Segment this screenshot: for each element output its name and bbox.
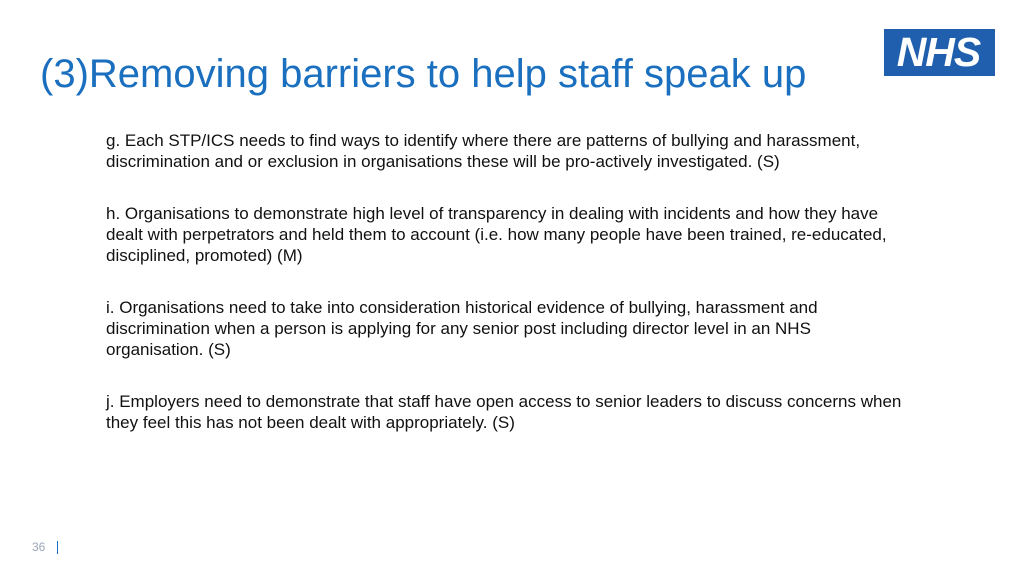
page-number: 36 <box>32 540 46 554</box>
paragraph-g: g. Each STP/ICS needs to find ways to identify where there are patterns of bullying and harassment, discrimination and or exclusion in organisations these will be pro-actively investigated. (S) <box>106 131 861 171</box>
footer-divider <box>57 541 58 554</box>
paragraph-i: i. Organisations need to take into consideration historical evidence of bullying, harassment and discrimination when a person is applying for any senior post including director level in an NHS organisation. (S) <box>106 298 818 359</box>
nhs-logo <box>884 29 995 76</box>
paragraph-j: j. Employers need to demonstrate that staff have open access to senior leaders to discuss concerns when they feel this has not been dealt with appropriately. (S) <box>106 392 902 432</box>
nhs-logo-text: NHS <box>896 29 981 75</box>
slide-body <box>106 130 906 464</box>
slide-footer <box>32 539 58 555</box>
paragraph-h: h. Organisations to demonstrate high level of transparency in dealing with incidents and how they have dealt with perpetrators and held them to account (i.e. how many people have been trained, re-educated, disciplined, promoted) (M) <box>106 204 887 265</box>
page-title: (3)Removing barriers to help staff speak up <box>40 52 807 96</box>
